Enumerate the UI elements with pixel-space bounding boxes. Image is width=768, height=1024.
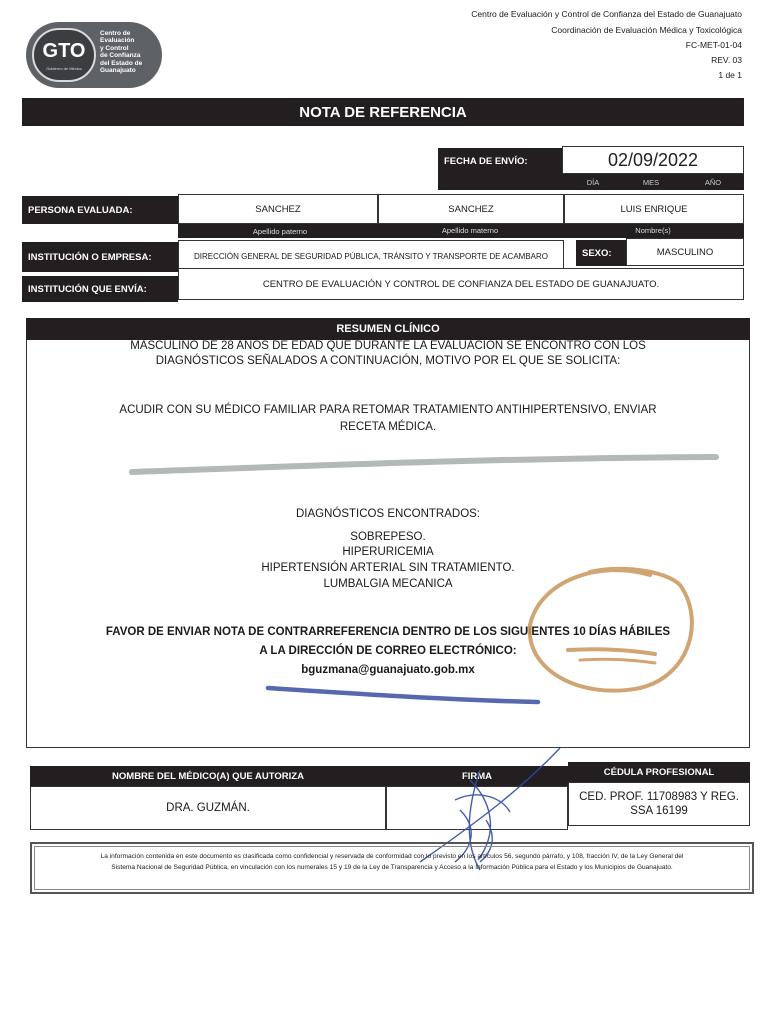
notice-line-1: FAVOR DE ENVIAR NOTA DE CONTRARREFERENCIA DENTRO DE LOS SIGUIENTES 10 DÍAS HÁBILES bbox=[105, 626, 671, 638]
sender-value: CENTRO DE EVALUACIÓN Y CONTROL DE CONFIANZA DEL ESTADO DE GUANAJUATO. bbox=[178, 268, 744, 300]
doctor-name: DRA. GUZMÁN. bbox=[30, 786, 386, 830]
cedula-label: CÉDULA PROFESIONAL bbox=[603, 766, 715, 778]
diagnosis-item: HIPERURICEMIA bbox=[342, 546, 434, 558]
coordination: Coordinación de Evaluación Médica y Toxicológica bbox=[551, 25, 742, 35]
firma-label: FIRMA bbox=[461, 770, 493, 782]
materno-caption: Apellido materno bbox=[441, 226, 499, 235]
doctor-label-bar bbox=[30, 766, 386, 786]
diagnoses-heading: DIAGNÓSTICOS ENCONTRADOS: bbox=[295, 508, 481, 520]
summary-heading-bar bbox=[26, 318, 750, 340]
date-value: 02/09/2022 bbox=[562, 146, 744, 174]
summary-intro-2: DIAGNÓSTICOS SEÑALADOS A CONTINUACIÓN, MOTIVO POR EL QUE SE SOLICITA: bbox=[155, 355, 621, 367]
person-paterno: SANCHEZ bbox=[178, 194, 378, 224]
summary-request-2: RECETA MÉDICA. bbox=[339, 421, 437, 433]
summary-request-1: ACUDIR CON SU MÉDICO FAMILIAR PARA RETOMAR TRATAMIENTO ANTIHIPERTENSIVO, ENVIAR bbox=[119, 404, 657, 416]
person-label: PERSONA EVALUADA: bbox=[22, 196, 178, 224]
nombre-caption: Nombre(s) bbox=[635, 226, 671, 235]
logo-tagline: Gobierno de México bbox=[46, 66, 82, 71]
diagnosis-item: HIPERTENSIÓN ARTERIAL SIN TRATAMIENTO. bbox=[261, 562, 515, 574]
sender-label: INSTITUCIÓN QUE ENVÍA: bbox=[22, 276, 178, 302]
cedula-label-bar bbox=[568, 762, 750, 782]
person-nombre: LUIS ENRIQUE bbox=[564, 194, 744, 224]
institution-label: INSTITUCIÓN O EMPRESA: bbox=[22, 242, 178, 272]
date-day-caption: DÍA bbox=[586, 178, 600, 187]
revision: REV. 03 bbox=[711, 55, 742, 65]
logo-org: Centro de Evaluación y Control de Confianza del Estado de Guanajuato bbox=[100, 30, 143, 75]
firma-label-bar bbox=[386, 766, 568, 786]
date-year-caption: AÑO bbox=[704, 178, 722, 187]
page-title: NOTA DE REFERENCIA bbox=[299, 103, 467, 121]
logo bbox=[26, 22, 162, 88]
paterno-caption: Apellido paterno bbox=[252, 227, 308, 236]
footer-line-2: Sistema Nacional de Seguridad Pública, en vinculación con los numerales 15 y 19 de la Ley de Transparencia y Acceso a la Información Pública para el Estado y los Municipios de Guanajuato. bbox=[111, 864, 673, 871]
summary-intro-1: MASCULINO DE 28 AÑOS DE EDAD QUE DURANTE LA EVALUACIÓN SE ENCONTRÓ CON LOS bbox=[130, 340, 646, 352]
form-code: FC-MET-01-04 bbox=[685, 40, 742, 50]
sexo-label: SEXO: bbox=[576, 240, 626, 266]
title-bar bbox=[22, 98, 744, 126]
org-name: Centro de Evaluación y Control de Confianza del Estado de Guanajuato bbox=[471, 9, 742, 19]
logo-emblem bbox=[32, 28, 96, 82]
signature-field bbox=[386, 786, 568, 830]
footer-line-1: La información contenida en este documento es clasificada como confidencial y reservada de conformidad con lo previsto en los artículos 56, segundo párrafo, y 108, fracción IV, de la Ley General del bbox=[100, 853, 684, 860]
sexo-value: MASCULINO bbox=[626, 238, 744, 266]
page-number: 1 de 1 bbox=[718, 70, 742, 80]
institution-value: DIRECCIÓN GENERAL DE SEGURIDAD PÚBLICA, TRÁNSITO Y TRANSPORTE DE ACAMBARO bbox=[178, 240, 564, 272]
logo-text: GTO bbox=[42, 40, 86, 62]
diagnosis-item: SOBREPESO. bbox=[350, 531, 426, 543]
date-label: FECHA DE ENVÍO: bbox=[438, 148, 562, 174]
notice-line-2: A LA DIRECCIÓN DE CORREO ELECTRÓNICO: bbox=[259, 645, 517, 657]
doctor-label: NOMBRE DEL MÉDICO(A) QUE AUTORIZA bbox=[112, 770, 304, 782]
summary-heading: RESUMEN CLÍNICO bbox=[336, 323, 440, 335]
diagnosis-item: LUMBALGIA MECANICA bbox=[323, 578, 453, 590]
contact-email: bguzmana@guanajuato.gob.mx bbox=[301, 664, 475, 676]
date-month-caption: MES bbox=[642, 178, 660, 187]
person-materno: SANCHEZ bbox=[378, 194, 564, 224]
cedula-value: CED. PROF. 11708983 Y REG. SSA 16199 bbox=[568, 782, 750, 826]
